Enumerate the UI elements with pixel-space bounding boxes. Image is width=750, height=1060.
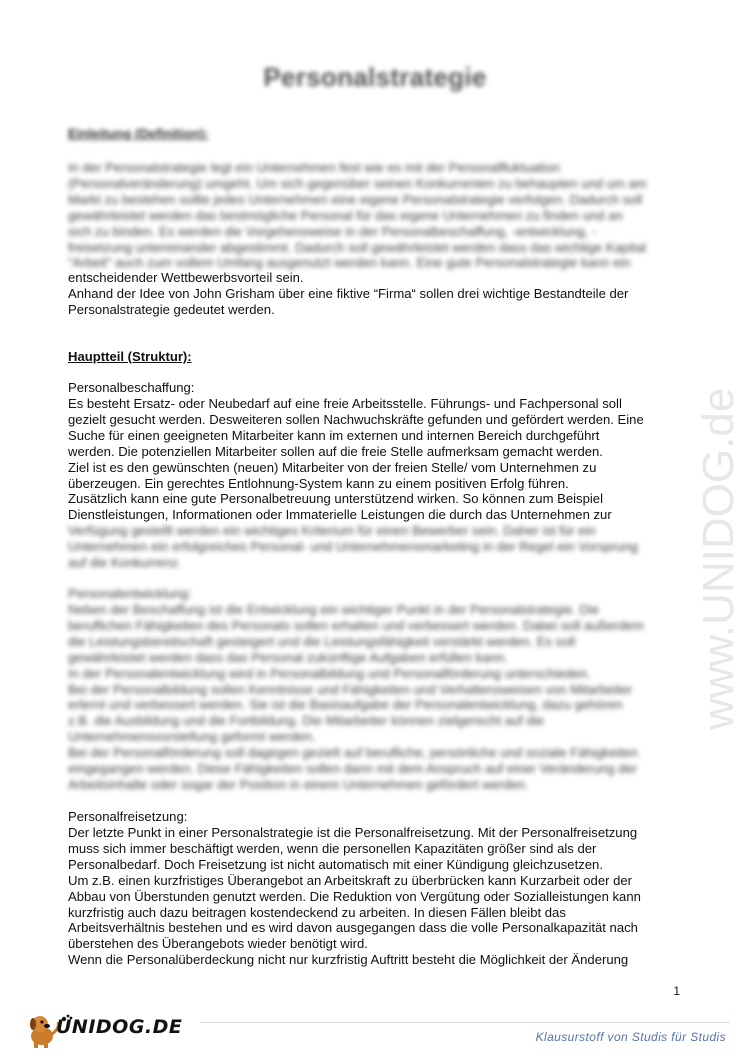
intro-blurred-line: gewährleistet werden das bestmögliche Personal für das eigene Unternehmen zu finden und an — [68, 207, 623, 223]
intro-blurred-line: (Personalveränderung) umgeht. Um sich gegenüber seinen Konkurrenten zu behaupten und um am — [68, 175, 647, 191]
beschaffung-blurred-line: Unternehmen ein erfolgreiches Personal- und Unternehmensmarketing in der Regel ein Vorsprung — [68, 538, 638, 554]
entwicklung-line: Neben der Beschaffung ist die Entwicklung ein wichtiger Punkt in der Personalstrategie. Die — [68, 602, 600, 617]
footer-tagline: Klausurstoff von Studis für Studis — [535, 1030, 726, 1044]
intro-blurred-text — [68, 160, 683, 271]
entwicklung-line: Bei der Personalbildung sollen Kenntnisse und Fähigkeiten und Verhaltensweisen von Mitarbeiter — [68, 681, 633, 697]
intro-line: Personalstrategie gedeutet werden. — [68, 301, 275, 317]
intro-section — [68, 126, 683, 142]
beschaffung-blurred-line: Verfügung gestellt werden ein wichtiges Kriterium für einen Bewerber sein. Daher ist für ein — [68, 523, 596, 538]
entwicklung-line: Bei der Personalförderung soll dagegen gezielt auf berufliche, persönliche und soziale Fähigkeiten — [68, 745, 638, 761]
intro-line: Anhand der Idee von John Grisham über eine fiktive “Firma“ sollen drei wichtige Bestandteile der — [68, 285, 629, 301]
freisetzung-line: Arbeitsverhältnis bestehen und es wird davon ausgegangen dass die volle Personalkapazität nach — [68, 920, 638, 936]
beschaffung-text — [68, 396, 683, 523]
beschaffung-blurred-line: auf die Konkurrenz. — [68, 554, 182, 570]
intro-line: entscheidender Wettbewerbsvorteil sein. — [68, 270, 304, 285]
entwicklung-section — [68, 586, 683, 602]
entwicklung-line: Unternehmensvorstellung geformt werden. — [68, 729, 316, 745]
freisetzung-line: Wenn die Personalüberdeckung nicht nur kurzfristig Auftritt besteht die Möglichkeit der Änderung — [68, 952, 629, 968]
intro-heading: Einleitung (Definition): — [68, 126, 209, 141]
intro-blurred-line: In der Personalstrategie legt ein Unternehmen fest wie es mit der Personalfluktuation — [68, 160, 561, 175]
entwicklung-line: z.B. die Ausbildung und die Fortbildung. Die Mitarbeiter können zielgerecht auf die — [68, 713, 545, 729]
beschaffung-line: Dienstleistungen, Informationen oder Immaterielle Leistungen die durch das Unternehmen zur — [68, 507, 612, 523]
freisetzung-line: Der letzte Punkt in einer Personalstrategie ist die Personalfreisetzung. Mit der Personalfreisetzung — [68, 825, 638, 840]
entwicklung-line: eingegangen werden. Diese Fähigkeiten sollen dann mit dem Anspruch auf einer Veränderung der — [68, 761, 638, 777]
watermark — [655, 300, 750, 740]
freisetzung-line: kurzfristig auch dazu beitragen kostendeckend zu arbeiten. In diesen Fällen bleibt das — [68, 904, 566, 920]
entwicklung-line: erlernt und verbessert werden. Sie ist die Basisaufgabe der Personalentwicklung, dazu gehören — [68, 697, 623, 713]
document-title: Personalstrategie — [263, 62, 487, 92]
watermark-text: www.UNIDOG.de — [694, 387, 743, 730]
beschaffung-blurred-text — [68, 523, 683, 571]
beschaffung-line: Suche für einen geeigneten Mitarbeiter kann im externen und internen Bereich durchgeführt — [68, 427, 600, 443]
beschaffung-section — [68, 380, 683, 396]
main-section — [68, 349, 683, 365]
entwicklung-label: Personalentwicklung: — [68, 586, 192, 601]
entwicklung-line: Arbeitsinhalte oder sogar der Position in einem Unternehmen gefördert werden. — [68, 776, 529, 792]
entwicklung-line: gewährleistet werden dass das Personal zukünftige Aufgaben erfüllen kann. — [68, 649, 508, 665]
freisetzung-line: Um z.B. einen kurzfristiges Überangebot an Arbeitskraft zu überbrücken kann Kurzarbeit oder der — [68, 872, 633, 888]
freisetzung-line: Personalbedarf. Doch Freisetzung ist nicht automatisch mit einer Kündigung gleichzusetzen. — [68, 856, 603, 872]
intro-blurred-line: freisetzung untereinander abgestimmt. Dadurch soll gewährleistet werden dass das wichtige Kapital — [68, 239, 646, 255]
entwicklung-line: die Leistungsbereitschaft gesteigert und die Leistungsfähigkeit verstärkt werden. Es soll — [68, 633, 576, 649]
freisetzung-line: überstehen des Überangebots wieder benötigt wird. — [68, 936, 368, 952]
intro-blurred-line: sich zu binden. Es werden die Vorgehensweise in der Personalbeschaffung, -entwicklung, - — [68, 223, 597, 239]
freisetzung-text — [68, 825, 683, 968]
footer-divider — [200, 1022, 730, 1023]
beschaffung-label: Personalbeschaffung: — [68, 380, 195, 395]
logo-text: UNIDOG.DE — [56, 1016, 183, 1038]
beschaffung-line: überzeugen. Ein gerechtes Entlohnung-System kann zu einem positiven Erfolg führen. — [68, 475, 569, 491]
entwicklung-line: In der Personalentwicklung wird in Personalbildung und Personalförderung unterschieden. — [68, 665, 591, 681]
entwicklung-line: beruflichen Fähigkeiten des Personals sollen erhalten und verbessert werden. Dabei soll außerdem — [68, 617, 644, 633]
beschaffung-line: Ziel ist es den gewünschten (neuen) Mitarbeiter von der freien Stelle/ vom Unternehmen zu — [68, 459, 597, 475]
entwicklung-blurred-text — [68, 602, 683, 793]
intro-blurred-line: "Arbeit" auch zum vollem Umfang ausgenutzt werden kann. Eine gute Personalstrategie kann ein — [68, 255, 631, 271]
freisetzung-line: Abbau von Überstunden genutzt werden. Die Reduktion von Vergütung oder Sozialleistungen kann — [68, 888, 641, 904]
intro-clear-text — [68, 270, 683, 318]
page-number: 1 — [673, 984, 680, 998]
freisetzung-section — [68, 809, 683, 825]
main-heading: Hauptteil (Struktur): — [68, 349, 192, 364]
freisetzung-label: Personalfreisetzung: — [68, 809, 188, 824]
beschaffung-line: Es besteht Ersatz- oder Neubedarf auf eine freie Arbeitsstelle. Führungs- und Fachpersonal soll — [68, 396, 622, 411]
beschaffung-line: gezielt gesucht werden. Desweiteren sollen Nachwuchskräfte gefunden und gefördert werden. Eine — [68, 411, 644, 427]
freisetzung-line: muss sich immer beschäftigt werden, wenn die personellen Kapazitäten größer sind als der — [68, 840, 597, 856]
beschaffung-line: Zusätzlich kann eine gute Personalbetreuung unterstützend wirken. So können zum Beispiel — [68, 491, 603, 507]
beschaffung-line: werden. Die potenziellen Mitarbeiter sollen auf die freie Stelle aufmerksam gemacht werden. — [68, 443, 603, 459]
intro-blurred-line: Markt zu bestehen sollte jedes Unternehmen eine eigene Personalstrategie verfolgen. Dadurch soll — [68, 191, 643, 207]
